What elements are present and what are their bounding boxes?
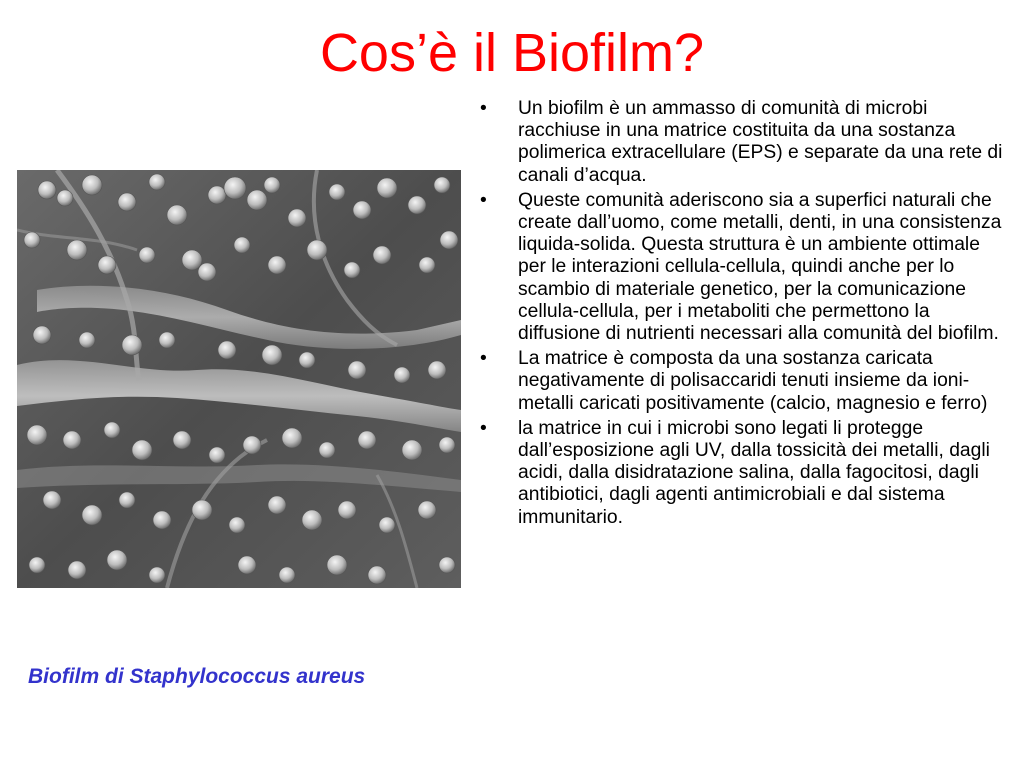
biofilm-micrograph-image xyxy=(17,170,461,588)
bullet-icon: • xyxy=(480,98,487,119)
bullet-text: La matrice è composta da una sostanza caricata negativamente di polisaccaridi tenuti insieme da ioni-metalli caricati positivamente (calcio, magnesio e ferro) xyxy=(518,348,988,414)
slide-title: Cos’è il Biofilm? xyxy=(319,23,705,83)
image-caption: Biofilm di Staphylococcus aureus xyxy=(28,665,366,688)
bullet-icon: • xyxy=(480,189,487,211)
bullet-text: Queste comunità aderiscono sia a superfici naturali che create dall’uomo, come metalli, denti, in una consistenza liquida-solida. Questa struttura è un ambiente ottimale per le interazioni cellula-cellula, quindi anche per lo scambio di materiale genetico, per la comunicazione cellula-cellula, per i metaboliti che permettono la diffusione di nutrienti necessari alla comunità del biofilm. xyxy=(518,189,1002,345)
bullet-text: Un biofilm è un ammasso di comunità di microbi racchiuse in una matrice costituita da una sostanza polimerica extracellulare (EPS) e separate da una rete di canali d’acqua. xyxy=(518,98,1003,186)
bullet-icon: • xyxy=(480,348,487,370)
bullet-list xyxy=(478,98,1012,532)
bullet-item xyxy=(478,418,1012,529)
micrograph-illustration xyxy=(17,170,461,588)
bullet-icon: • xyxy=(480,417,487,439)
bullet-text: la matrice in cui i microbi sono legati li protegge dall’esposizione agli UV, dalla tossicità dei metalli, dagli acidi, dalla disidratazione salina, dalla fagocitosi, dagli antibiotici, dagli agenti antimicrobiali e dal sistema immunitario. xyxy=(518,417,990,528)
bullet-item xyxy=(478,348,1012,415)
bullet-item xyxy=(478,190,1012,345)
bullet-item xyxy=(478,98,1012,187)
